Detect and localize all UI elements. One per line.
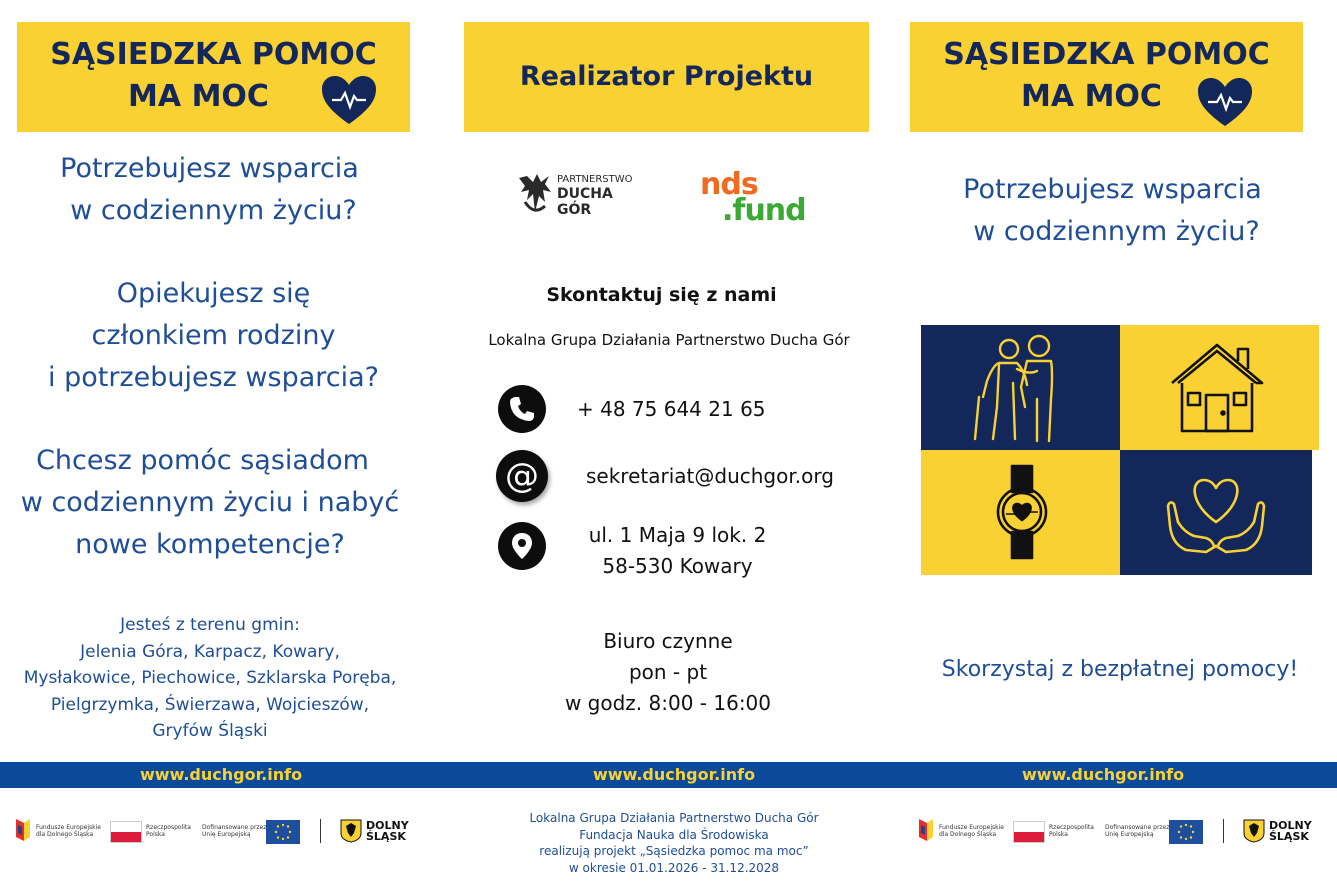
ue-label — [202, 824, 266, 838]
fe-label — [36, 824, 101, 838]
left-q1-line1: Potrzebujesz wsparcia — [60, 153, 359, 184]
left-question-3 — [10, 440, 410, 566]
mountain-spirit-icon — [515, 172, 553, 218]
left-funding-logos — [14, 815, 414, 847]
fe-line1: Fundusze Europejskie — [939, 824, 1004, 831]
fe-logo-icon — [917, 817, 935, 843]
fe-line2: dla Dolnego Śląska — [36, 831, 94, 838]
left-q2-line3: i potrzebujesz wsparcia? — [48, 362, 379, 393]
address-line1: ul. 1 Maja 9 lok. 2 — [588, 523, 767, 547]
logo1-line1: PARTNERSTWO — [557, 174, 633, 185]
area-line4: Pielgrzymka, Świerzawa, Wojcieszów, — [50, 694, 370, 715]
area-line1: Jesteś z terenu gmin: — [120, 615, 300, 635]
ds-line2: ŚLĄSK — [366, 830, 406, 843]
logo1-line3: GÓR — [557, 202, 592, 218]
caring-hands-tile — [1120, 450, 1312, 575]
left-title-line1: SĄSIEDZKA POMOC — [50, 37, 377, 72]
address — [570, 520, 785, 582]
caregiver-tile — [921, 325, 1120, 450]
area-line5: Gryfów Śląski — [152, 721, 268, 741]
hours-line1: Biuro czynne — [603, 629, 733, 653]
nds-fund-logo — [700, 167, 840, 230]
hours-line3: w godz. 8:00 - 16:00 — [564, 691, 772, 715]
middle-title: Realizator Projektu — [519, 61, 814, 92]
location-pin-icon — [498, 522, 546, 570]
house-icon — [1120, 325, 1312, 450]
logo-divider — [320, 819, 321, 843]
fe-logo-icon — [14, 817, 32, 843]
cta-text: Skorzystaj z bezpłatnej pomocy! — [941, 657, 1299, 682]
right-title-banner — [910, 22, 1303, 132]
footer-line2: Fundacja Nauka dla Środowiska — [579, 827, 769, 842]
ue-label — [1105, 824, 1169, 838]
left-question-2 — [17, 273, 410, 399]
hands-heart-icon — [1120, 450, 1312, 575]
polish-flag-icon — [1013, 821, 1045, 843]
ds-label — [1269, 820, 1312, 842]
right-url[interactable]: www.duchgor.info — [1022, 765, 1185, 784]
ue-line2: Unię Europejską — [1105, 831, 1154, 838]
right-title-line1: SĄSIEDZKA POMOC — [943, 37, 1270, 72]
left-question-1 — [17, 148, 410, 232]
rp-label — [1049, 824, 1094, 838]
left-q3-line1: Chcesz pomóc sąsiadom — [36, 445, 369, 476]
left-q3-line3: nowe kompetencje? — [75, 529, 345, 560]
partnerstwo-ducha-gor-logo — [515, 170, 645, 222]
rp-label — [146, 824, 191, 838]
smartwatch-tile — [921, 450, 1120, 575]
left-title-banner — [17, 22, 410, 132]
right-title-line2: MA MOC — [1021, 79, 1162, 114]
left-q2-line1: Opiekujesz się — [116, 278, 311, 309]
right-q1-line1: Potrzebujesz wsparcia — [963, 174, 1262, 205]
footer-line1: Lokalna Grupa Działania Partnerstwo Ducha Gór — [529, 811, 819, 825]
hours-line2: pon - pt — [628, 660, 708, 684]
fe-line2: dla Dolnego Śląska — [939, 831, 997, 838]
fe-label — [939, 824, 1004, 838]
phone-icon — [498, 385, 546, 433]
org-name: Lokalna Grupa Działania Partnerstwo Ducha Gór — [488, 331, 850, 349]
left-url[interactable]: www.duchgor.info — [140, 765, 303, 784]
contact-heading: Skontaktuj się z nami — [546, 284, 777, 306]
polish-flag-icon — [110, 821, 142, 843]
left-q1-line2: w codziennym życiu? — [70, 195, 357, 226]
middle-title-banner — [464, 22, 869, 132]
ue-line2: Unię Europejską — [202, 831, 251, 838]
area-line3: Mysłakowice, Piechowice, Szklarska Poręba, — [23, 668, 397, 688]
right-funding-logos — [917, 815, 1317, 847]
eu-flag-icon — [266, 820, 300, 844]
smartwatch-icon — [921, 450, 1120, 575]
area-line2: Jelenia Góra, Karpacz, Kowary, — [80, 641, 340, 662]
ue-line1: Dofinansowane przez — [202, 824, 267, 831]
email-address[interactable]: sekretariat@duchgor.org — [586, 464, 834, 488]
house-tile — [1120, 325, 1319, 450]
fund-text: .fund — [722, 193, 806, 228]
caregiver-elderly-icon — [921, 325, 1120, 450]
middle-url[interactable]: www.duchgor.info — [593, 765, 756, 784]
ue-line1: Dofinansowane przez — [1105, 824, 1170, 831]
ds-line1: DOLNY — [1269, 819, 1312, 832]
office-hours — [534, 626, 802, 719]
footer-line3: realizują projekt „Sąsiedzka pomoc ma moc” — [539, 844, 809, 858]
left-q3-line2: w codziennym życiu i nabyć — [20, 487, 400, 518]
address-line2: 58-530 Kowary — [602, 554, 753, 578]
ds-line1: DOLNY — [366, 819, 409, 832]
rp-line1: Rzeczpospolita — [146, 824, 191, 831]
left-q2-line2: członkiem rodziny — [91, 320, 336, 351]
ds-line2: ŚLĄSK — [1269, 830, 1309, 843]
nds-text: nds — [700, 167, 758, 202]
footer-line4: w okresie 01.01.2026 - 31.12.2028 — [568, 860, 780, 875]
at-sign-icon: @ — [496, 450, 548, 502]
dolny-slask-crest-icon — [1243, 819, 1265, 843]
right-question-1 — [920, 169, 1313, 253]
fe-line1: Fundusze Europejskie — [36, 824, 101, 831]
heart-pulse-icon — [320, 74, 378, 126]
right-q1-line2: w codziennym życiu? — [973, 216, 1260, 247]
logo-divider — [1223, 819, 1224, 843]
rp-line1: Rzeczpospolita — [1049, 824, 1094, 831]
rp-line2: Polska — [146, 831, 165, 838]
left-title-line2: MA MOC — [128, 79, 269, 114]
eu-flag-icon — [1169, 820, 1203, 844]
heart-pulse-icon — [1196, 76, 1254, 128]
dolny-slask-crest-icon — [340, 819, 362, 843]
municipalities-list — [10, 612, 410, 745]
phone-number[interactable]: + 48 75 644 21 65 — [577, 397, 766, 421]
website-band — [0, 762, 1337, 788]
rp-line2: Polska — [1049, 831, 1068, 838]
project-footer — [470, 810, 878, 876]
logo1-line2: DUCHA — [557, 186, 613, 202]
ds-label — [366, 820, 409, 842]
